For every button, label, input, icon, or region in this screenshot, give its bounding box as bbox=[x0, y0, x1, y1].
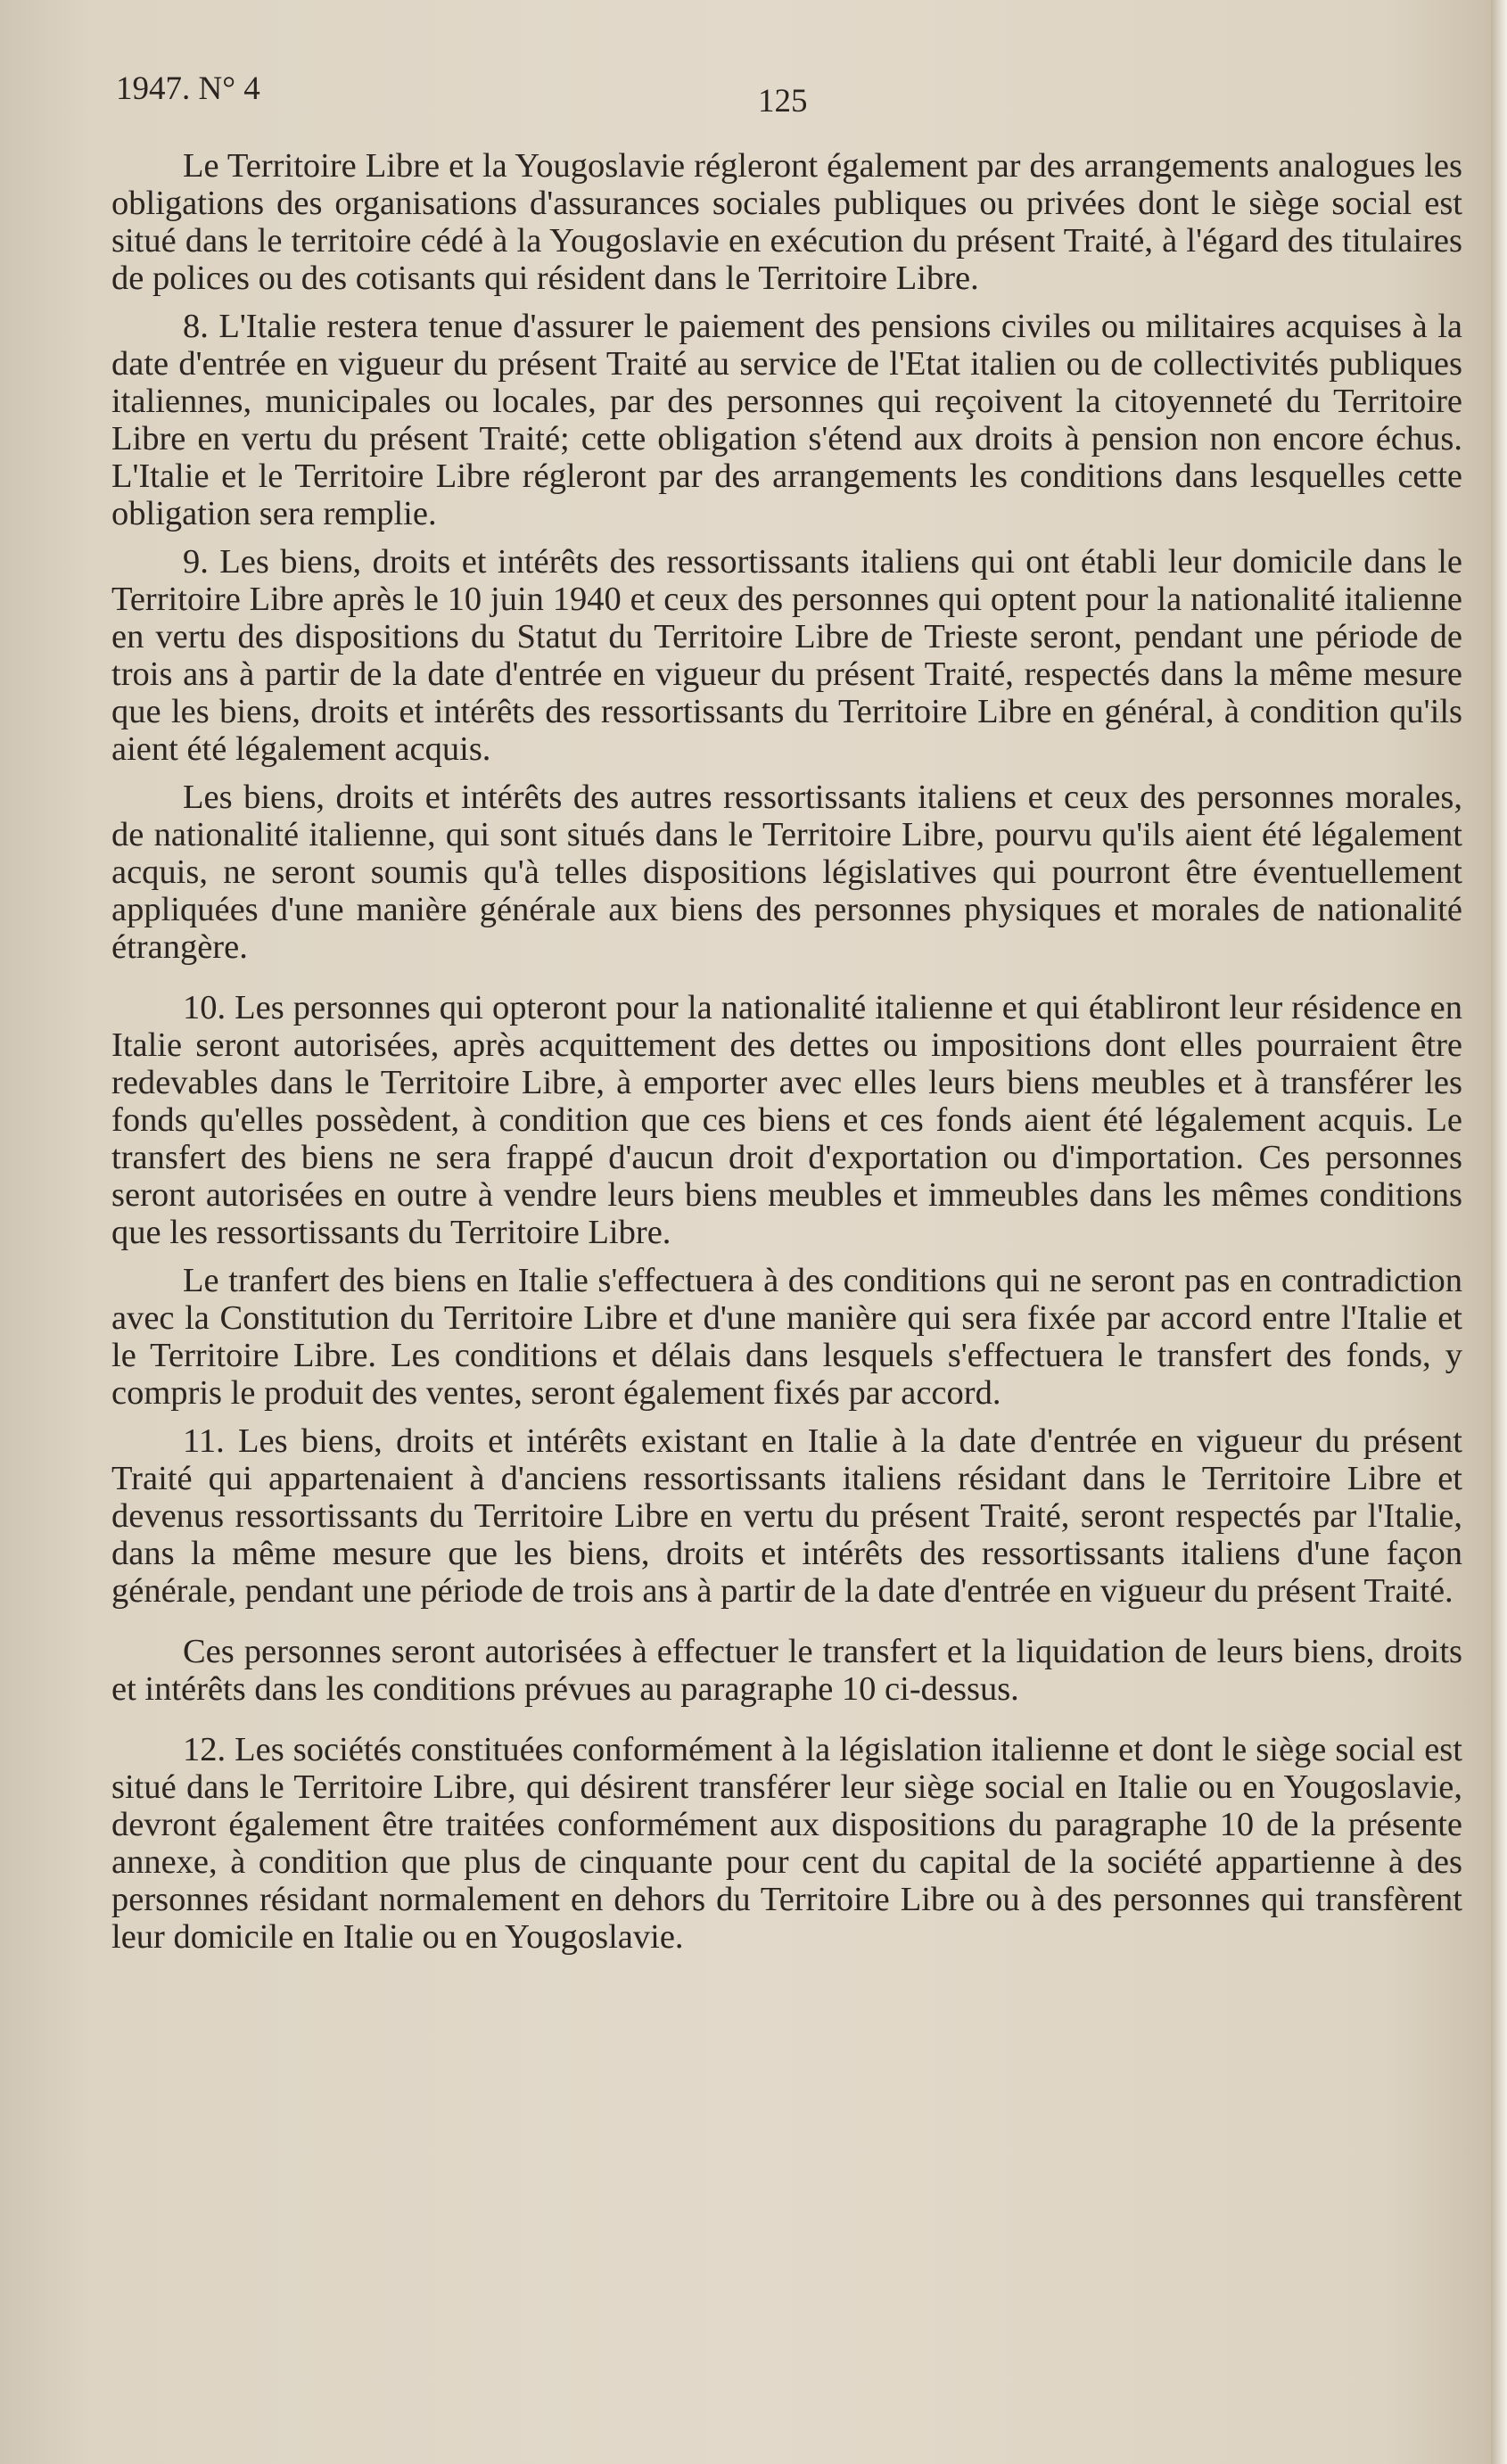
paragraph-9-property-rights: 9. Les biens, droits et intérêts des ressortissants italiens qui ont établi leur domicile dans le Territoire Libre après le 10 juin 1940 et ceux des personnes qui optent pour la nationalité italienne en vertu des dispositions du Statut du Territoire Libre de Trieste seront, pendant une période de trois ans à partir de la date d'entrée en vigueur du présent Traité, respectés dans la même mesure que les biens, droits et intérêts des ressortissants du Territoire Libre en général, à condition qu'ils aient été légalement acquis. bbox=[111, 543, 1462, 768]
page-edge bbox=[1491, 0, 1507, 2464]
paragraph-insurance-obligations: Le Territoire Libre et la Yougoslavie régleront également par des arrangements analogues les obligations des organisations d'assurances sociales publiques ou privées dont le siège social est situé dans le territoire cédé à la Yougoslavie en exécution du présent Traité, à l'égard des titulaires de polices ou des cotisants qui résident dans le Territoire Libre. bbox=[111, 147, 1462, 297]
paragraph-11-liquidation: Ces personnes seront autorisées à effectuer le transfert et la liquidation de leurs biens, droits et intérêts dans les conditions prévues au paragraphe 10 ci-dessus. bbox=[111, 1633, 1462, 1708]
paragraph-9-other-nationals: Les biens, droits et intérêts des autres ressortissants italiens et ceux des personnes morales, de nationalité italienne, qui sont situés dans le Territoire Libre, pourvu qu'ils aient été légalement acquis, ne seront soumis qu'à telles dispositions législatives qui pourront être éventuellement appliquées d'une manière générale aux biens des personnes physiques et morales de nationalité étrangère. bbox=[111, 779, 1462, 966]
paragraph-11-italian-property: 11. Les biens, droits et intérêts existant en Italie à la date d'entrée en vigueur du présent Traité qui appartenaient à d'anciens ressortissants italiens résidant dans le Territoire Libre et devenus ressortissants du Territoire Libre en vertu du présent Traité, seront respectés par l'Italie, dans la même mesure que les biens, droits et intérêts des ressortissants italiens d'une façon générale, pendant une période de trois ans à partir de la date d'entrée en vigueur du présent Traité. bbox=[111, 1422, 1462, 1610]
paragraph-12-companies: 12. Les sociétés constituées conformément à la législation italienne et dont le siège social est situé dans le Territoire Libre, qui désirent transférer leur siège social en Italie ou en Yougoslavie, devront également être traitées conformément aux dispositions du paragraphe 10 de la présente annexe, à condition que plus de cinquante pour cent du capital de la société appartienne à des personnes résidant normalement en dehors du Territoire Libre ou à des personnes qui transfèrent leur domicile en Italie ou en Yougoslavie. bbox=[111, 1731, 1462, 1956]
year-and-number: 1947. N° 4 bbox=[116, 70, 260, 107]
paragraph-8-pensions: 8. L'Italie restera tenue d'assurer le paiement des pensions civiles ou militaires acquises à la date d'entrée en vigueur du présent Traité au service de l'Etat italien ou de collectivités publiques italiennes, municipales ou locales, par des personnes qui reçoivent la citoyenneté du Territoire Libre en vertu du présent Traité; cette obligation s'étend aux droits à pension non encore échus. L'Italie et le Territoire Libre régleront par des arrangements les conditions dans lesquelles cette obligation sera remplie. bbox=[111, 308, 1462, 532]
paragraph-10-transfer: Le tranfert des biens en Italie s'effectuera à des conditions qui ne seront pas en contradiction avec la Constitution du Territoire Libre et d'une manière qui sera fixée par accord entre l'Italie et le Territoire Libre. Les conditions et délais dans lesquels s'effectuera le transfert des fonds, y compris le produit des ventes, seront également fixés par accord. bbox=[111, 1262, 1462, 1412]
page-number: 125 bbox=[758, 83, 808, 119]
document-body bbox=[111, 147, 1462, 1956]
paragraph-10-option-italy: 10. Les personnes qui opteront pour la nationalité italienne et qui établiront leur résidence en Italie seront autorisées, après acquittement des dettes ou impositions dont elles pourraient être redevables dans le Territoire Libre, à emporter avec elles leurs biens meubles et à transférer les fonds qu'elles possèdent, à condition que ces biens et ces fonds aient été légalement acquis. Le transfert des biens ne sera frappé d'aucun droit d'exportation ou d'importation. Ces personnes seront autorisées en outre à vendre leurs biens meubles et immeubles dans les mêmes conditions que les ressortissants du Territoire Libre. bbox=[111, 989, 1462, 1251]
page-header bbox=[116, 70, 1445, 123]
